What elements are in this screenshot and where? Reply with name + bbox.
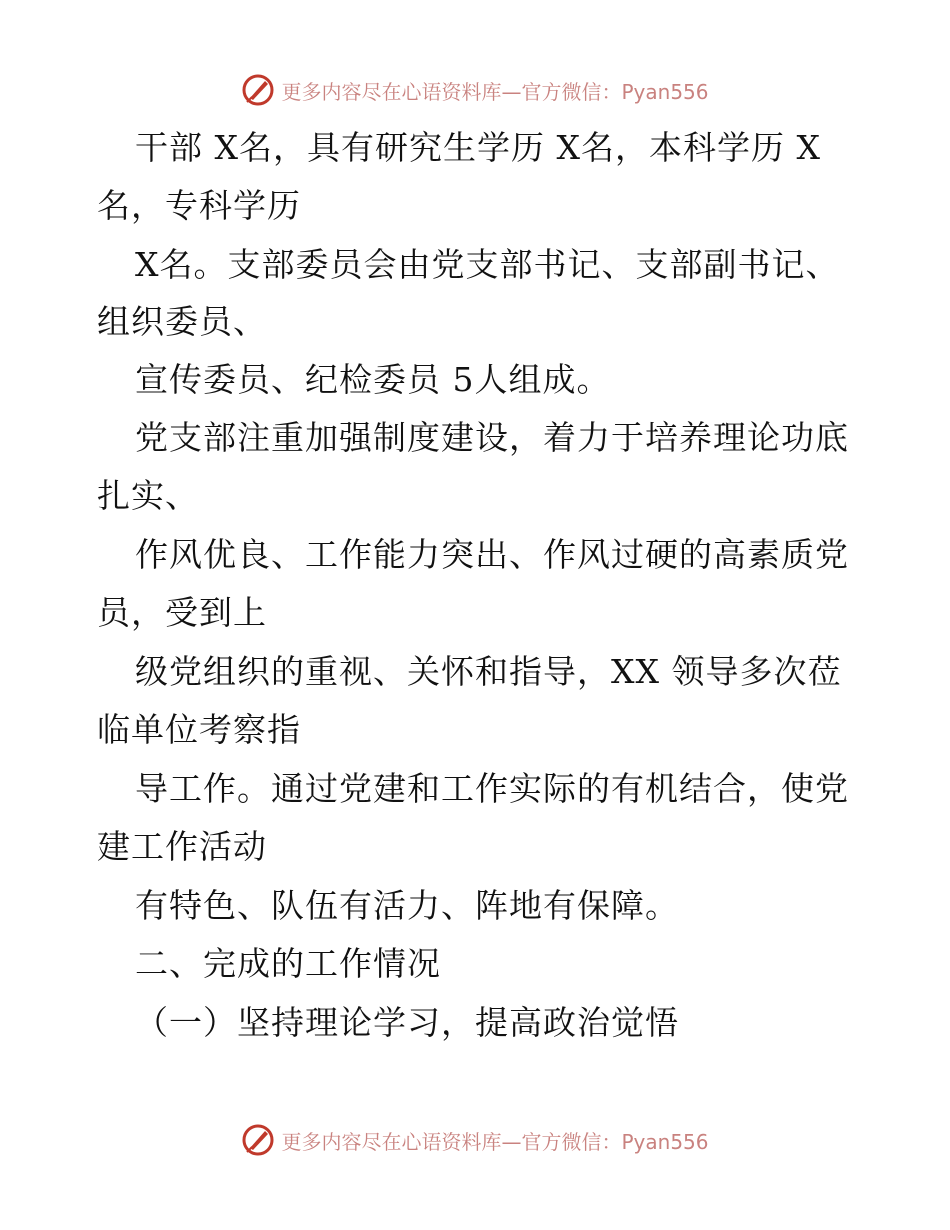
body-line-2: 名，专科学历: [97, 186, 301, 225]
quill-pen-logo-icon: [241, 1123, 275, 1157]
body-line-6: 党支部注重加强制度建设，着力于培养理论功底: [135, 418, 849, 457]
body-line-9: 员，受到上: [97, 593, 267, 632]
header-banner-label: 更多内容尽在心语资料库—官方微信：: [281, 79, 622, 104]
footer-wechat-id: Pyan556: [621, 1129, 709, 1154]
body-line-1: 干部 X名，具有研究生学历 X名，本科学历 X: [135, 128, 821, 167]
body-line-7: 扎实、: [97, 476, 199, 515]
header-banner-text: [281, 76, 708, 105]
footer-banner-text: [281, 1126, 708, 1155]
body-line-5: 宣传委员、纪检委员 5人组成。: [135, 360, 611, 399]
header-banner: [0, 70, 950, 110]
subsection-heading: （一）坚持理论学习，提高政治觉悟: [135, 1003, 679, 1042]
body-line-14: 有特色、队伍有活力、阵地有保障。: [135, 886, 679, 925]
quill-pen-logo-icon: [241, 73, 275, 107]
footer-banner: [0, 1120, 950, 1160]
body-line-3: X名。支部委员会由党支部书记、支部副书记、: [135, 245, 840, 284]
body-line-13: 建工作活动: [97, 827, 267, 866]
body-line-4: 组织委员、: [97, 302, 267, 341]
body-line-8: 作风优良、工作能力突出、作风过硬的高素质党: [135, 535, 849, 574]
footer-banner-label: 更多内容尽在心语资料库—官方微信：: [281, 1129, 622, 1154]
body-line-10: 级党组织的重视、关怀和指导，XX 领导多次莅: [135, 652, 842, 691]
section-heading: 二、完成的工作情况: [135, 944, 441, 983]
body-line-11: 临单位考察指: [97, 710, 301, 749]
body-line-12: 导工作。通过党建和工作实际的有机结合，使党: [135, 769, 849, 808]
header-wechat-id: Pyan556: [621, 79, 709, 104]
